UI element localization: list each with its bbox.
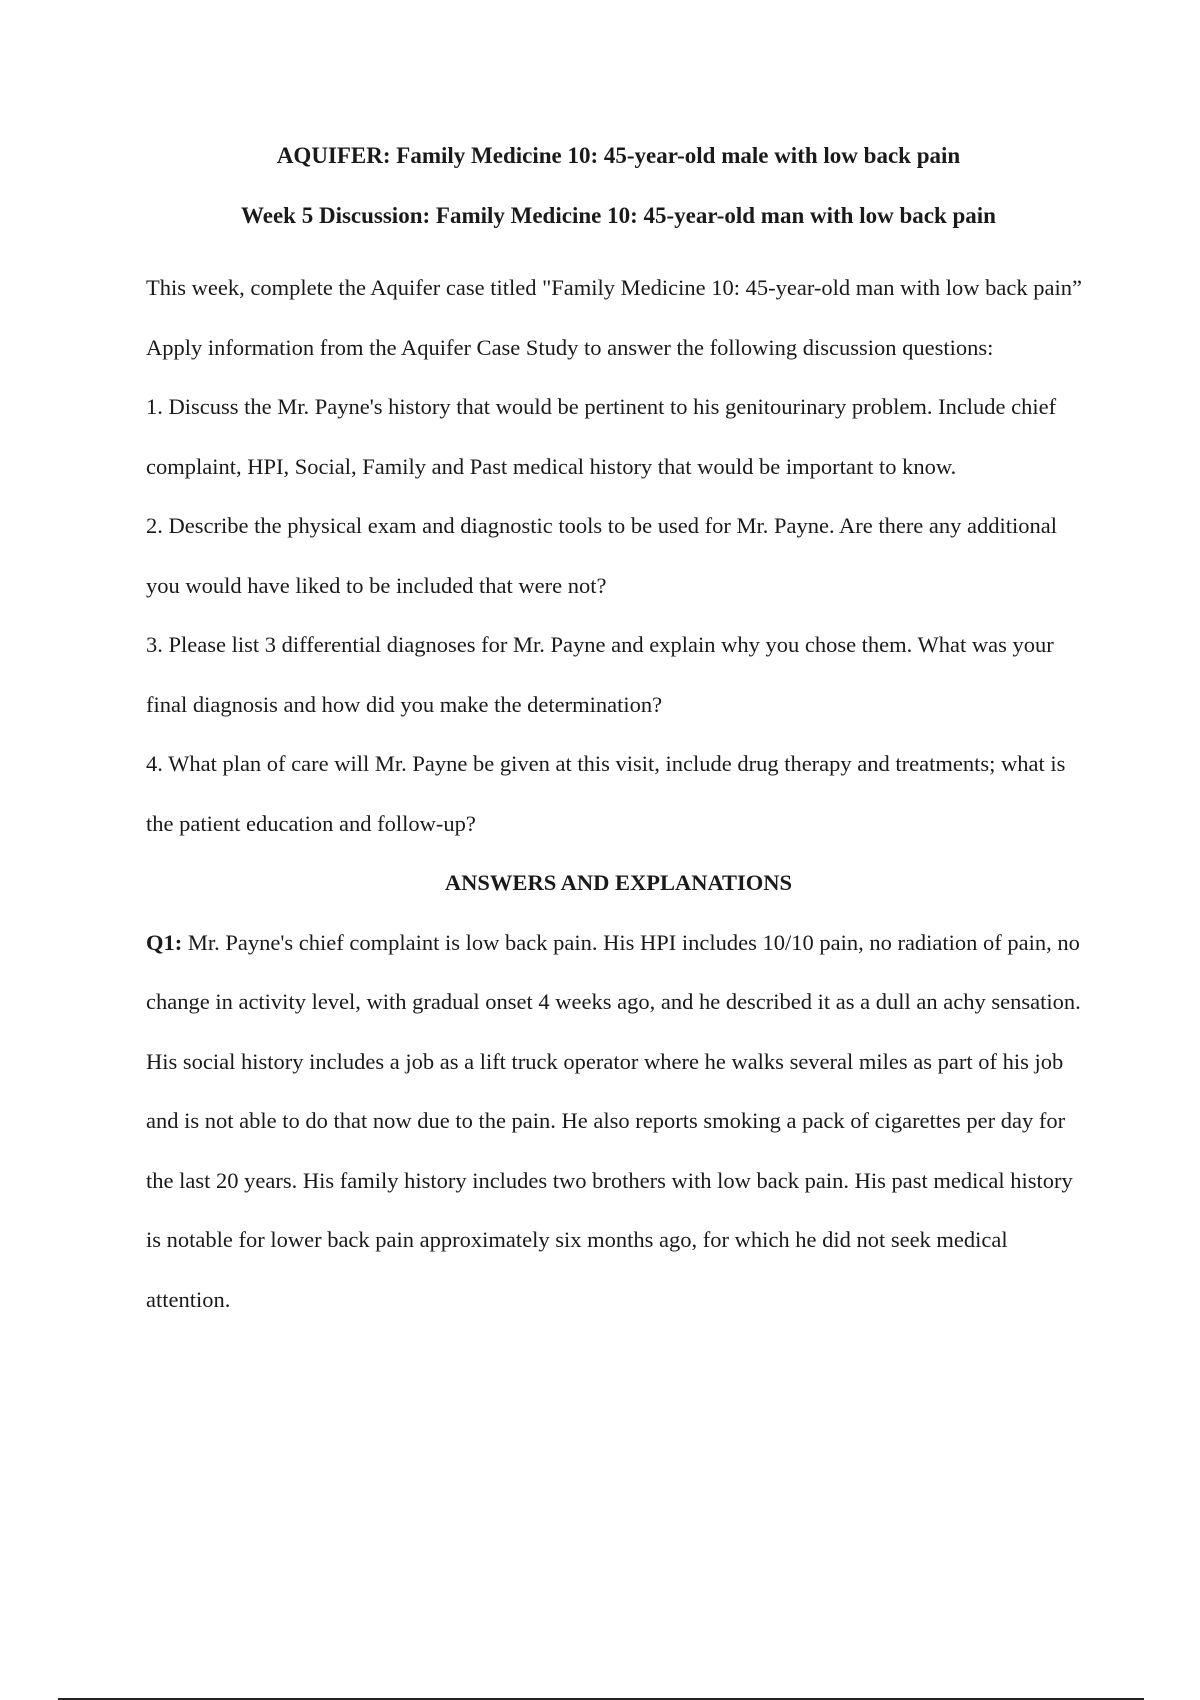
answer-q1 bbox=[146, 913, 1091, 1330]
question-4: 4. What plan of care will Mr. Payne be given at this visit, include drug therapy and treatments; what is the patient education and follow-up? bbox=[146, 751, 1066, 836]
document-title: AQUIFER: Family Medicine 10: 45-year-old male with low back pain bbox=[276, 143, 961, 168]
question-2: 2. Describe the physical exam and diagnostic tools to be used for Mr. Payne. Are there any additional you would have liked to be included that were not? bbox=[146, 513, 1058, 598]
instruction-paragraph: Apply information from the Aquifer Case Study to answer the following discussion questions: bbox=[146, 334, 994, 360]
intro-paragraph: This week, complete the Aquifer case titled "Family Medicine 10: 45-year-old man with low back pain” bbox=[146, 275, 1082, 300]
answers-heading: ANSWERS AND EXPLANATIONS bbox=[444, 870, 793, 895]
document-page bbox=[146, 138, 1091, 1329]
document-subtitle: Week 5 Discussion: Family Medicine 10: 45-year-old man with low back pain bbox=[241, 203, 996, 228]
question-3: 3. Please list 3 differential diagnoses for Mr. Payne and explain why you chose them. What was your final diagnosis and how did you make the determination? bbox=[146, 632, 1054, 717]
answer-q1-text: Mr. Payne's chief complaint is low back pain. His HPI includes 10/10 pain, no radiation of pain, no change in activity level, with gradual onset 4 weeks ago, and he described it as a dull an achy sensation. His social history includes a job as a lift truck operator where he walks several miles as part of his job and is not able to do that now due to the pain. He also reports smoking a pack of cigarettes per day for the last 20 years. His family history includes two brothers with low back pain. His past medical history is notable for lower back pain approximately six months ago, for which he did not seek medical attention. bbox=[146, 929, 1081, 1312]
answer-q1-label: Q1: bbox=[146, 929, 183, 955]
question-1: 1. Discuss the Mr. Payne's history that would be pertinent to his genitourinary problem. Include chief complaint, HPI, Social, Family and Past medical history that would be important to know. bbox=[146, 394, 1057, 479]
